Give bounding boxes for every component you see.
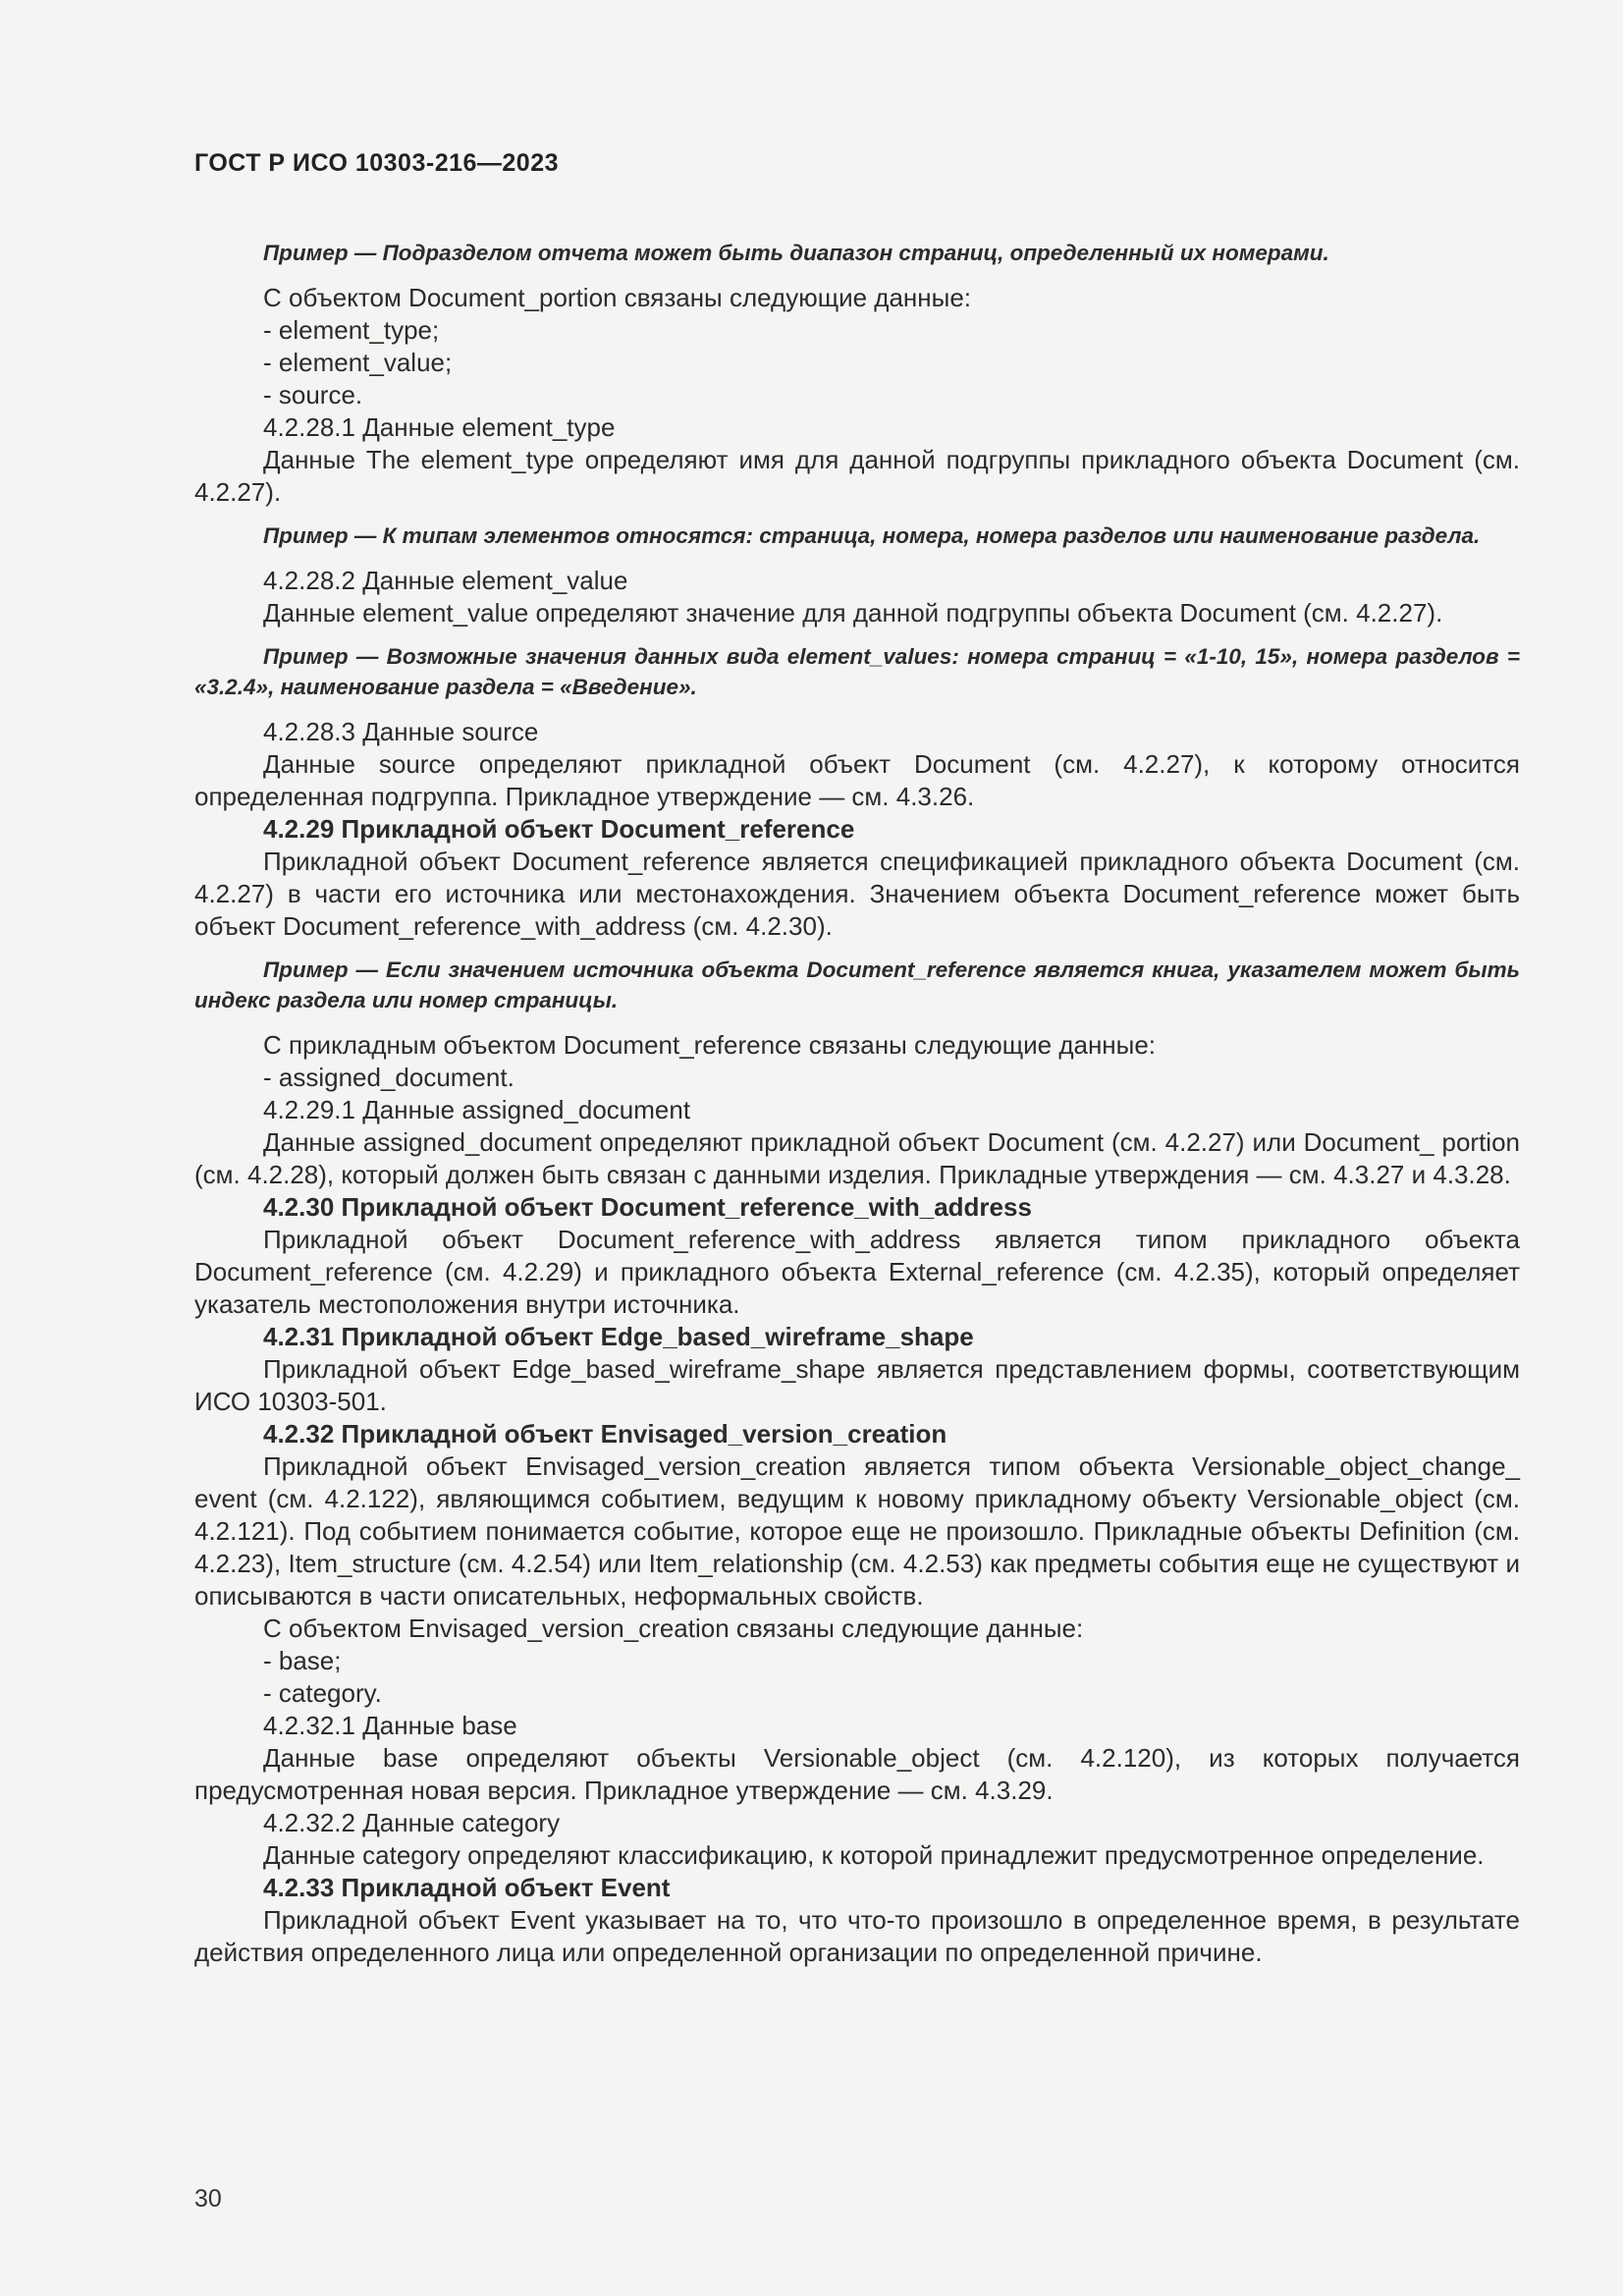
paragraph: Прикладной объект Document_reference является спецификацией прикладного объекта Document (см. 4.2.27) в части его источника или местонахождения. Значением объекта Document_reference может быть объект Document_reference_with_address (см. 4.2.30). xyxy=(194,847,1520,941)
paragraph: Прикладной объект Edge_based_wireframe_shape является представлением формы, соответствующим ИСО 10303-501. xyxy=(194,1354,1520,1416)
document-body xyxy=(194,226,1520,1969)
section-heading: 4.2.29 Прикладной объект Document_reference xyxy=(263,814,855,844)
section-heading: 4.2.31 Прикладной объект Edge_based_wireframe_shape xyxy=(263,1322,974,1351)
paragraph: Прикладной объект Event указывает на то, что что-то произошло в определенное время, в результате действия определенного лица или определенной организации по определенной причине. xyxy=(194,1905,1520,1967)
list-item: - category. xyxy=(263,1678,382,1708)
list-item: - assigned_document. xyxy=(263,1063,514,1092)
example-note: Пример — К типам элементов относятся: страница, номера, номера разделов или наименование раздела. xyxy=(263,523,1481,548)
page-number: 30 xyxy=(194,2185,222,2213)
paragraph: Данные source определяют прикладной объект Document (см. 4.2.27), к которому относится определенная подгруппа. Прикладное утверждение — см. 4.3.26. xyxy=(194,749,1520,811)
document-header: ГОСТ Р ИСО 10303-216—2023 xyxy=(194,149,560,177)
subsection-heading: 4.2.32.2 Данные category xyxy=(263,1808,561,1837)
section-heading: 4.2.30 Прикладной объект Document_reference_with_address xyxy=(263,1192,1032,1222)
paragraph: С прикладным объектом Document_reference связаны следующие данные: xyxy=(263,1030,1157,1060)
section-heading: 4.2.32 Прикладной объект Envisaged_version_creation xyxy=(263,1419,947,1449)
list-item: - base; xyxy=(263,1646,342,1675)
paragraph: С объектом Envisaged_version_creation связаны следующие данные: xyxy=(263,1613,1084,1643)
subsection-heading: 4.2.28.2 Данные element_value xyxy=(263,566,628,595)
paragraph: Данные The element_type определяют имя для данной подгруппы прикладного объекта Document (см. 4.2.27). xyxy=(194,445,1520,507)
paragraph: С объектом Document_portion связаны следующие данные: xyxy=(263,283,972,312)
example-note: Пример — Возможные значения данных вида element_values: номера страниц = «1-10, 15», номера разделов = «3.2.4», наименование раздела = «Введение». xyxy=(194,644,1520,699)
example-note: Пример — Подразделом отчета может быть диапазон страниц, определенный их номерами. xyxy=(263,241,1329,265)
section-heading: 4.2.33 Прикладной объект Event xyxy=(263,1873,671,1902)
list-item: - element_value; xyxy=(263,348,453,377)
subsection-heading: 4.2.29.1 Данные assigned_document xyxy=(263,1095,691,1124)
list-item: - source. xyxy=(263,380,363,410)
list-item: - element_type; xyxy=(263,315,440,345)
paragraph: Данные base определяют объекты Versionable_object (см. 4.2.120), из которых получается предусмотренная новая версия. Прикладное утверждение — см. 4.3.29. xyxy=(194,1743,1520,1805)
subsection-heading: 4.2.28.3 Данные source xyxy=(263,717,539,746)
paragraph: Данные assigned_document определяют прикладной объект Document (см. 4.2.27) или Document_ portion (см. 4.2.28), который должен быть связан с данными изделия. Прикладные утверждения — см. 4.3.27 и 4.3.28. xyxy=(194,1127,1520,1189)
paragraph: Данные category определяют классификацию, к которой принадлежит предусмотренное определение. xyxy=(263,1840,1485,1870)
subsection-heading: 4.2.28.1 Данные element_type xyxy=(263,412,616,442)
paragraph: Прикладной объект Document_reference_with_address является типом прикладного объекта Document_reference (см. 4.2.29) и прикладного объекта External_reference (см. 4.2.35), который определяет указатель местоположения внутри источника. xyxy=(194,1225,1520,1319)
paragraph: Прикладной объект Envisaged_version_creation является типом объекта Versionable_object_change_ event (см. 4.2.122), являющимся событием, ведущим к новому прикладному объекту Versionable_object (см. 4.2.121). Под событием понимается событие, которое еще не произошло. Прикладные объекты Definition (см. 4.2.23), Item_structure (см. 4.2.54) или Item_relationship (см. 4.2.53) как предметы события еще не существуют и описываются в части описательных, неформальных свойств. xyxy=(194,1451,1520,1611)
example-note: Пример — Если значением источника объекта Document_reference является книга, указателем может быть индекс раздела или номер страницы. xyxy=(194,957,1520,1012)
paragraph: Данные element_value определяют значение для данной подгруппы объекта Document (см. 4.2.27). xyxy=(263,598,1443,628)
subsection-heading: 4.2.32.1 Данные base xyxy=(263,1711,517,1740)
